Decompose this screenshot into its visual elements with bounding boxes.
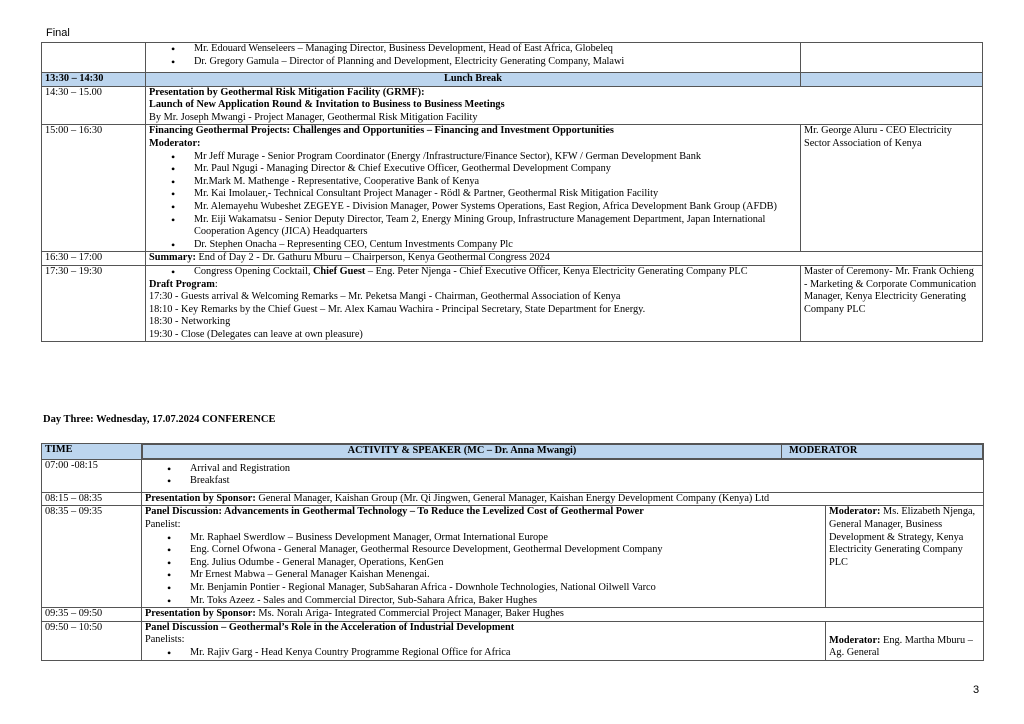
program-line: 18:10 - Key Remarks by the Chief Guest – Mr. Alex Kamau Wachira - Principal Secretary, State Department for Energy. [149,303,646,315]
table-row [42,459,984,492]
day-three-heading: Day Three: Wednesday, 17.07.2024 CONFERENCE [43,414,276,425]
chief-guest-label: Chief Guest [312,265,366,277]
list-item: • Mr. Alemayehu Wubeshet ZEGEYE - Division Manager, Power Systems Operations, East Region, Africa Development Bank Group (AFDB) [171,201,797,214]
speaker-list [149,43,797,68]
day-three-schedule-table [41,443,984,661]
sponsor-label: Presentation by Sponsor: [145,492,256,504]
list-item: • Mr. Toks Azeez - Sales and Commercial Director, Sub-Sahara Africa, Baker Hughes [167,595,822,608]
lunch-label: Lunch Break [146,73,801,87]
list-item: • Dr. Gregory Gamula – Director of Planning and Development, Electricity Generating Company, Malawi [171,56,797,69]
time-cell: 07:00 -08:15 [42,459,142,492]
lunch-row [42,73,983,87]
table-row [42,621,984,660]
session-subtitle: Launch of New Application Round & Invitation to Business to Business Meetings [149,99,505,111]
sponsor-text: General Manager, Kaishan Group (Mr. Qi Jingwen, General Manager, Kaishan Energy Development Company (Kenya) Ltd [255,492,770,504]
moderator-cell: Moderator: Eng. Martha Mburu – Ag. General [826,621,984,660]
list-item: • Mr Ernest Mabwa – General Manager Kaishan Menengai. [167,569,822,582]
panelist-list [145,647,822,660]
list-item: • Mr. Eiji Wakamatsu - Senior Deputy Director, Team 2, Energy Mining Group, Infrastructure Management Department, Japan International Cooperation Agency (JICA) Headquarters [171,214,797,239]
panelist-label: Panelists: [145,634,185,646]
time-cell: 17:30 – 19:30 [42,265,146,342]
table-row [42,86,983,125]
table-row [42,43,983,73]
time-cell: 13:30 – 14:30 [42,73,146,87]
list-item: • Mr. Benjamin Pontier - Regional Manager, SubSaharan Africa - Downhole Technologies, National Oilwell Varco [167,582,822,595]
presenter: By Mr. Joseph Mwangi - Project Manager, Geothermal Risk Mitigation Facility [149,111,478,123]
session-title: Presentation by Geothermal Risk Mitigation Facility (GRMF): [149,86,425,98]
list-item: • Breakfast [167,475,980,488]
table-row [42,492,984,506]
column-header-time: TIME [42,444,142,460]
column-header-activity: ACTIVITY & SPEAKER (MC – Dr. Anna Mwangi) [143,445,782,459]
time-cell: 08:35 – 09:35 [42,506,142,608]
summary-text: End of Day 2 - Dr. Gathuru Mburu – Chairperson, Kenya Geothermal Congress 2024 [195,252,550,264]
list-item: • Dr. Stephen Onacha – Representing CEO, Centum Investments Company Plc [171,239,797,252]
list-item: • Congress Opening Cocktail, Chief Guest – Eng. Peter Njenga - Chief Executive Officer, Kenya Electricity Generating Company PLC [171,266,797,279]
list-item: • Mr. Raphael Swerdlow – Business Development Manager, Ormat International Europe [167,532,822,545]
sponsor-label: Presentation by Sponsor: [145,608,256,620]
table-row [42,265,983,342]
program-line: 18:30 - Networking [149,316,231,328]
panelist-label: Panelist: [145,518,181,530]
column-header-moderator: MODERATOR [782,445,983,459]
program-line: 17:30 - Guests arrival & Welcoming Remarks – Mr. Peketsa Mangi - Chairman, Geothermal Association of Kenya [149,291,621,303]
time-cell: 15:00 – 16:30 [42,125,146,252]
time-cell: 14:30 – 15.00 [42,86,146,125]
list-item: • Mr Jeff Murage - Senior Program Coordinator (Energy /Infrastructure/Finance Sector), KFW / German Development Bank [171,151,797,164]
time-cell: 09:35 – 09:50 [42,608,142,622]
list-item: • Mr. Edouard Wenseleers – Managing Director, Business Development, Head of East Africa, Globeleq [171,43,797,56]
sponsor-text: Ms. Noralı Ariga- Integrated Commercial Project Manager, Baker Hughes [255,608,564,620]
session-title: Financing Geothermal Projects: Challenges and Opportunities – Financing and Investment Opportunities [149,125,614,137]
panelist-list [149,151,797,252]
table-row [42,608,984,622]
moderator-cell: Moderator: Ms. Elizabeth Njenga, General Manager, Business Development & Strategy, Kenya Electricity Generating Company PLC [826,506,984,608]
summary-label: Summary: [149,252,196,264]
panelist-list [145,532,822,608]
time-cell: 09:50 – 10:50 [42,621,142,660]
session-title: Panel Discussion – Geothermal’s Role in the Acceleration of Industrial Development [145,621,515,633]
draft-program-heading: Draft Program: [149,278,218,290]
list-item: • Arrival and Registration [167,463,980,476]
arrival-list [145,463,980,488]
moderator-cell: Mr. George Aluru - CEO Electricity Sector Association of Kenya [801,125,983,252]
table-row [42,125,983,252]
mc-cell: Master of Ceremony- Mr. Frank Ochieng - Marketing & Corporate Communication Manager, Kenya Electricity Generating Company PLC [801,265,983,342]
table-row [42,252,983,266]
running-header: Final [46,27,70,39]
session-title: Panel Discussion: Advancements in Geothermal Technology – To Reduce the Levelized Cost of Geothermal Power [145,506,644,518]
list-item: • Mr. Paul Ngugi - Managing Director & Chief Executive Officer, Geothermal Development Company [171,163,797,176]
time-cell: 08:15 – 08:35 [42,492,142,506]
list-item: • Eng. Cornel Ofwona - General Manager, Geothermal Resource Development, Geothermal Development Company [167,544,822,557]
list-item: • Eng. Julius Odumbe - General Manager, Operations, KenGen [167,557,822,570]
moderator-label: Moderator: [149,137,201,149]
list-item: • Mr. Kai Imolauer,- Technical Consultant Project Manager - Rödl & Partner, Geothermal Risk Mitigation Facility [171,188,797,201]
table-header-row [42,444,984,460]
time-cell: 16:30 – 17:00 [42,252,146,266]
day-two-schedule-table [41,42,983,342]
list-item: • Mr.Mark M. Mathenge - Representative, Cooperative Bank of Kenya [171,176,797,189]
program-line: 19:30 - Close (Delegates can leave at own pleasure) [149,328,363,340]
table-row [42,506,984,608]
event-list [149,266,797,279]
list-item: • Mr. Rajiv Garg - Head Kenya Country Programme Regional Office for Africa [167,647,822,660]
page-number: 3 [973,684,980,696]
